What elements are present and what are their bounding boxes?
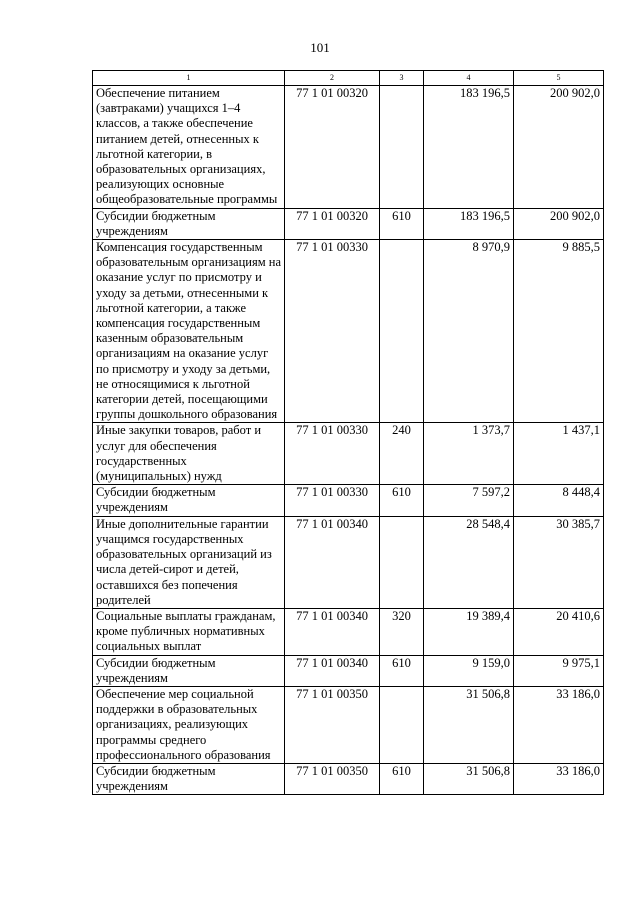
row-sum-year2-cell: 8 448,4 [514,485,604,516]
row-sum-year2-cell: 200 902,0 [514,86,604,209]
row-code-cell: 77 1 01 00330 [285,423,380,485]
row-name-cell: Иные дополнительные гарантии учащимся государственных образовательных организаций из числа детей-сирот и детей, оставшихся без попечения родителей [93,516,285,608]
column-header-1: 1 [93,71,285,86]
row-sum-year1-cell: 1 373,7 [424,423,514,485]
row-code-cell: 77 1 01 00320 [285,208,380,239]
row-code-cell: 77 1 01 00320 [285,86,380,209]
table-row [93,763,604,794]
row-sum-year1-cell: 31 506,8 [424,763,514,794]
row-sum-year2-cell: 200 902,0 [514,208,604,239]
column-header-3: 3 [380,71,424,86]
table-row [93,608,604,655]
row-sum-year2-cell: 33 186,0 [514,686,604,763]
column-header-2: 2 [285,71,380,86]
row-code-cell: 77 1 01 00330 [285,485,380,516]
row-name-cell: Субсидии бюджетным учреждениям [93,655,285,686]
row-expense-type-cell [380,240,424,423]
row-name-cell: Субсидии бюджетным учреждениям [93,208,285,239]
column-header-5: 5 [514,71,604,86]
table-row [93,208,604,239]
row-code-cell: 77 1 01 00340 [285,516,380,608]
row-sum-year1-cell: 9 159,0 [424,655,514,686]
row-expense-type-cell: 320 [380,608,424,655]
row-name-cell: Обеспечение мер социальной поддержки в образовательных организациях, реализующих программы среднего профессионального образования [93,686,285,763]
table-row [93,686,604,763]
row-expense-type-cell [380,86,424,209]
row-sum-year2-cell: 9 885,5 [514,240,604,423]
table-row [93,655,604,686]
row-expense-type-cell [380,516,424,608]
table-row [93,240,604,423]
row-sum-year1-cell: 183 196,5 [424,208,514,239]
row-name-cell: Иные закупки товаров, работ и услуг для обеспечения государственных (муниципальных) нужд [93,423,285,485]
row-sum-year1-cell: 8 970,9 [424,240,514,423]
row-sum-year2-cell: 1 437,1 [514,423,604,485]
row-code-cell: 77 1 01 00330 [285,240,380,423]
row-sum-year2-cell: 20 410,6 [514,608,604,655]
row-name-cell: Обеспечение питанием (завтраками) учащихся 1–4 классов, а также обеспечение питанием детей, отнесенных к льготной категории, в образовательных организациях, реализующих основные общеобразовательные программы [93,86,285,209]
row-sum-year1-cell: 28 548,4 [424,516,514,608]
column-header-4: 4 [424,71,514,86]
table-header-row [93,71,604,86]
row-expense-type-cell: 610 [380,485,424,516]
row-code-cell: 77 1 01 00340 [285,655,380,686]
row-expense-type-cell: 240 [380,423,424,485]
table-row [93,423,604,485]
row-sum-year2-cell: 9 975,1 [514,655,604,686]
row-name-cell: Субсидии бюджетным учреждениям [93,763,285,794]
row-sum-year1-cell: 19 389,4 [424,608,514,655]
row-code-cell: 77 1 01 00350 [285,763,380,794]
row-name-cell: Социальные выплаты гражданам, кроме публичных нормативных социальных выплат [93,608,285,655]
row-expense-type-cell: 610 [380,208,424,239]
row-name-cell: Субсидии бюджетным учреждениям [93,485,285,516]
row-name-cell: Компенсация государственным образовательным организациям на оказание услуг по присмотру и уходу за детьми, отнесенными к льготной категории, а также компенсация государственным казенным образовательным организациям на оказание услуг по присмотру и уходу за детьми, не относящимися к льготной категории детей, посещающими группы дошкольного образования [93,240,285,423]
table-row [93,86,604,209]
row-expense-type-cell: 610 [380,655,424,686]
budget-table [92,70,604,795]
row-code-cell: 77 1 01 00350 [285,686,380,763]
row-sum-year1-cell: 183 196,5 [424,86,514,209]
row-sum-year2-cell: 30 385,7 [514,516,604,608]
row-expense-type-cell: 610 [380,763,424,794]
row-sum-year1-cell: 31 506,8 [424,686,514,763]
row-code-cell: 77 1 01 00340 [285,608,380,655]
row-sum-year2-cell: 33 186,0 [514,763,604,794]
page-number: 101 [310,40,330,55]
table-row [93,485,604,516]
table-row [93,516,604,608]
row-expense-type-cell [380,686,424,763]
row-sum-year1-cell: 7 597,2 [424,485,514,516]
